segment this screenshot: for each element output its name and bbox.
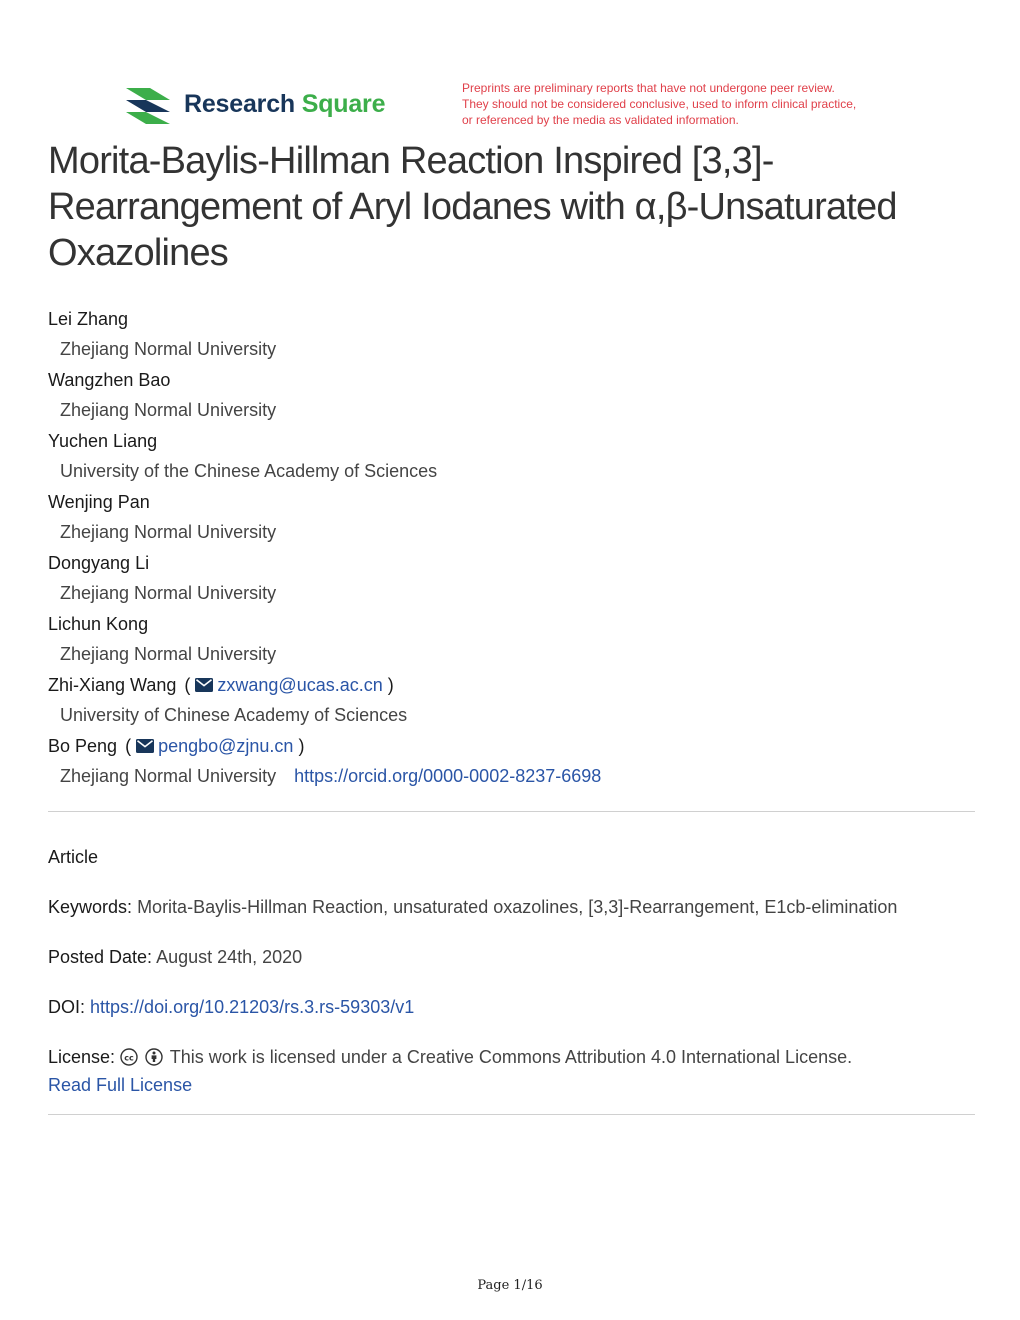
- posted-date-value: August 24th, 2020: [156, 947, 303, 967]
- author-entry: [48, 549, 978, 610]
- author-name-line: [48, 732, 978, 762]
- svg-text:cc: cc: [124, 1053, 134, 1063]
- envelope-icon: [195, 678, 213, 692]
- page-number: Page 1/16: [477, 1278, 543, 1293]
- divider: [48, 811, 975, 812]
- license-line: [48, 1043, 978, 1071]
- author-entry: [48, 732, 978, 793]
- author-affiliation: Zhejiang Normal University: [60, 644, 277, 664]
- divider: [48, 1114, 975, 1115]
- disclaimer-line: They should not be considered conclusive, used to inform clinical practice,: [462, 97, 857, 111]
- author-name: Lichun Kong: [48, 614, 149, 634]
- orcid-link[interactable]: https://orcid.org/0000-0002-8237-6698: [294, 766, 602, 786]
- research-square-logo-icon: [124, 84, 172, 124]
- posted-date: [48, 943, 978, 971]
- author-entry: [48, 610, 978, 671]
- cc-icon: [120, 1048, 138, 1066]
- author-name: Dongyang Li: [48, 553, 150, 573]
- paper-title: Morita-Baylis-Hillman Reaction Inspired [3,3]-Rearrangement of Aryl Iodanes with α,β-Unsaturated Oxazolines: [48, 140, 897, 274]
- preprint-disclaimer: [462, 80, 922, 128]
- disclaimer-line: Preprints are preliminary reports that have not undergone peer review.: [462, 81, 835, 95]
- read-full-license-link[interactable]: Read Full License: [48, 1075, 193, 1095]
- disclaimer-line: or referenced by the media as validated information.: [462, 113, 739, 127]
- author-email-wrap: ( zxwang@ucas.ac.cn ): [184, 675, 394, 695]
- keywords-value: Morita-Baylis-Hillman Reaction, unsaturated oxazolines, [3,3]-Rearrangement, E1cb-elimination: [137, 897, 898, 917]
- keywords-label: Keywords:: [48, 897, 133, 917]
- author-entry: [48, 366, 978, 427]
- license: [48, 1043, 978, 1099]
- author-affiliation-line: [48, 762, 978, 793]
- author-affiliation: Zhejiang Normal University: [60, 400, 277, 420]
- author-email-link[interactable]: pengbo@zjnu.cn: [158, 736, 294, 756]
- attribution-icon: [145, 1048, 163, 1066]
- header: [124, 80, 924, 130]
- license-label: License:: [48, 1047, 116, 1067]
- license-link-line: [48, 1071, 978, 1099]
- envelope-icon: [136, 739, 154, 753]
- author-name: Wangzhen Bao: [48, 370, 171, 390]
- doi-label: DOI:: [48, 997, 86, 1017]
- author-name-line: [48, 671, 978, 701]
- doi: [48, 993, 978, 1021]
- research-square-logo[interactable]: [124, 84, 385, 124]
- author-name: Zhi-Xiang Wang: [48, 675, 177, 695]
- author-entry: [48, 305, 978, 366]
- author-entry: [48, 427, 978, 488]
- doi-link[interactable]: https://doi.org/10.21203/rs.3.rs-59303/v1: [90, 997, 415, 1017]
- logo-wordmark: Research Square: [184, 89, 386, 118]
- keywords: [48, 893, 978, 921]
- author-affiliation: University of Chinese Academy of Sciences: [60, 705, 408, 725]
- author-name: Lei Zhang: [48, 309, 129, 329]
- author-entry: [48, 671, 978, 732]
- author-name: Yuchen Liang: [48, 431, 158, 451]
- author-affiliation: University of the Chinese Academy of Sciences: [60, 461, 438, 481]
- license-text: This work is licensed under a Creative Commons Attribution 4.0 International License.: [169, 1047, 853, 1067]
- author-affiliation: Zhejiang Normal University: [60, 583, 277, 603]
- author-email-wrap: ( pengbo@zjnu.cn ): [125, 736, 305, 756]
- author-affiliation: Zhejiang Normal University: [60, 339, 277, 359]
- author-name: Wenjing Pan: [48, 492, 150, 512]
- author-email-link[interactable]: zxwang@ucas.ac.cn: [217, 675, 383, 695]
- author-name: Bo Peng: [48, 736, 118, 756]
- author-affiliation: Zhejiang Normal University: [60, 766, 277, 786]
- posted-date-label: Posted Date:: [48, 947, 153, 967]
- article-type: Article: [48, 847, 99, 867]
- author-affiliation: Zhejiang Normal University: [60, 522, 277, 542]
- author-entry: [48, 488, 978, 549]
- author-list: [48, 305, 978, 793]
